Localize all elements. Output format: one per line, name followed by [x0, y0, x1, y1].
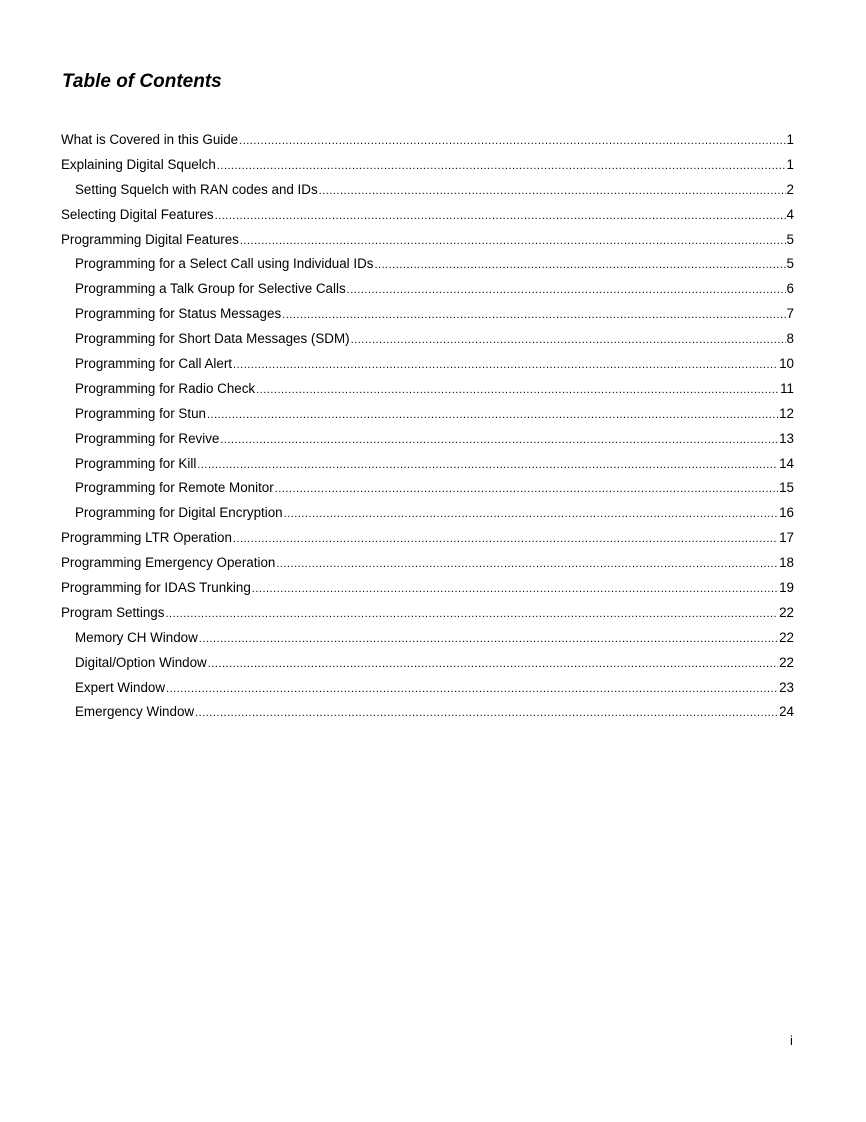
toc-entry[interactable] [61, 653, 794, 678]
toc-dot-leader [197, 455, 778, 475]
toc-entry-title: Programming Emergency Operation [61, 555, 276, 571]
toc-entry-title: Programming for IDAS Trunking [61, 580, 251, 596]
toc-dot-leader [351, 330, 786, 350]
toc-dot-leader [217, 156, 786, 176]
toc-entry-title: Programming for a Select Call using Individual IDs [75, 256, 374, 272]
toc-entry-title: Memory CH Window [75, 629, 198, 645]
toc-entry[interactable] [61, 628, 794, 653]
toc-entry-page: 8 [786, 331, 794, 347]
toc-entry[interactable] [61, 155, 794, 180]
toc-entry-title: Setting Squelch with RAN codes and IDs [75, 181, 318, 197]
toc-entry-title: Selecting Digital Features [61, 206, 214, 222]
toc-entry-page: 18 [779, 555, 794, 571]
toc-dot-leader [195, 703, 778, 723]
toc-entry-title: Programming for Remote Monitor [75, 480, 274, 496]
toc-dot-leader [208, 654, 778, 674]
toc-entry-title: Programming for Short Data Messages (SDM) [75, 331, 350, 347]
toc-entry[interactable] [61, 578, 794, 603]
toc-entry-title: Programming for Kill [75, 455, 197, 471]
toc-dot-leader [252, 579, 778, 599]
toc-entry-page: 12 [779, 405, 794, 421]
toc-entry-page: 2 [786, 181, 794, 197]
toc-dot-leader [233, 355, 778, 375]
toc-entry-title: Programming for Revive [75, 430, 220, 446]
toc-entry-page: 19 [779, 580, 794, 596]
toc-entry[interactable] [61, 454, 794, 479]
toc-entry[interactable] [61, 180, 794, 205]
toc-dot-leader [220, 430, 778, 450]
toc-entry-title: Emergency Window [75, 704, 195, 720]
page-title: Table of Contents [62, 71, 222, 92]
toc-entry-title: Programming LTR Operation [61, 530, 232, 546]
toc-entry-title: Programming for Radio Check [75, 380, 256, 396]
toc-entry[interactable] [61, 678, 794, 703]
toc-dot-leader [165, 604, 778, 624]
toc-entry-title: What is Covered in this Guide [61, 132, 239, 147]
toc-dot-leader [284, 504, 778, 524]
toc-dot-leader [199, 629, 778, 649]
toc-entry[interactable] [61, 503, 794, 528]
toc-entry-page: 15 [779, 480, 794, 496]
toc-entry-page: 22 [779, 629, 794, 645]
toc-entry-title: Programming for Digital Encryption [75, 505, 283, 521]
toc-entry-title: Expert Window [75, 679, 166, 695]
toc-entry[interactable] [61, 404, 794, 429]
toc-entry-page: 23 [779, 679, 794, 695]
toc-entry-page: 13 [779, 430, 794, 446]
toc-entry-page: 16 [779, 505, 794, 521]
toc-entry-page: 5 [786, 256, 794, 272]
toc-entry-page: 24 [779, 704, 794, 720]
toc-entry[interactable] [61, 205, 794, 230]
toc-entry-title: Programming for Status Messages [75, 306, 282, 322]
toc-entry-title: Programming for Stun [75, 405, 206, 421]
toc-entry[interactable] [61, 254, 794, 279]
toc-entry-title: Program Settings [61, 604, 165, 620]
toc-entry-title: Programming a Talk Group for Selective Calls [75, 281, 346, 297]
toc-entry[interactable] [61, 279, 794, 304]
toc-dot-leader [256, 380, 779, 400]
table-of-contents [61, 130, 794, 727]
toc-dot-leader [276, 554, 778, 574]
toc-entry-page: 10 [779, 356, 794, 372]
toc-entry-page: 4 [786, 206, 794, 222]
toc-entry-title: Programming for Call Alert [75, 356, 233, 372]
toc-entry-page: 22 [779, 604, 794, 620]
toc-entry[interactable] [61, 528, 794, 553]
toc-entry-page: 5 [786, 231, 794, 247]
toc-entry[interactable] [61, 130, 794, 155]
toc-entry-page: 1 [786, 156, 794, 172]
toc-dot-leader [207, 405, 778, 425]
toc-entry-title: Explaining Digital Squelch [61, 156, 216, 172]
toc-entry[interactable] [61, 553, 794, 578]
toc-dot-leader [347, 280, 786, 300]
toc-entry-page: 14 [779, 455, 794, 471]
page-number: i [790, 1033, 793, 1048]
toc-dot-leader [240, 231, 786, 251]
toc-entry-title: Programming Digital Features [61, 231, 239, 247]
toc-entry[interactable] [61, 429, 794, 454]
toc-entry-page: 11 [780, 380, 794, 396]
toc-entry-page: 6 [786, 281, 794, 297]
toc-dot-leader [282, 305, 785, 325]
toc-entry[interactable] [61, 230, 794, 255]
toc-entry[interactable] [61, 354, 794, 379]
toc-entry-page: 7 [786, 306, 794, 322]
toc-dot-leader [166, 679, 778, 699]
toc-entry[interactable] [61, 329, 794, 354]
toc-dot-leader [239, 131, 785, 151]
toc-entry-page: 17 [779, 530, 794, 546]
toc-entry-page: 1 [786, 132, 794, 147]
toc-entry[interactable] [61, 304, 794, 329]
toc-entry[interactable] [61, 702, 794, 727]
toc-dot-leader [215, 206, 786, 226]
toc-entry[interactable] [61, 603, 794, 628]
toc-dot-leader [374, 255, 785, 275]
toc-dot-leader [275, 479, 778, 499]
toc-entry-page: 22 [779, 654, 794, 670]
toc-dot-leader [319, 181, 786, 201]
toc-entry[interactable] [61, 379, 794, 404]
toc-entry-title: Digital/Option Window [75, 654, 207, 670]
toc-entry[interactable] [61, 478, 794, 503]
toc-dot-leader [233, 529, 778, 549]
